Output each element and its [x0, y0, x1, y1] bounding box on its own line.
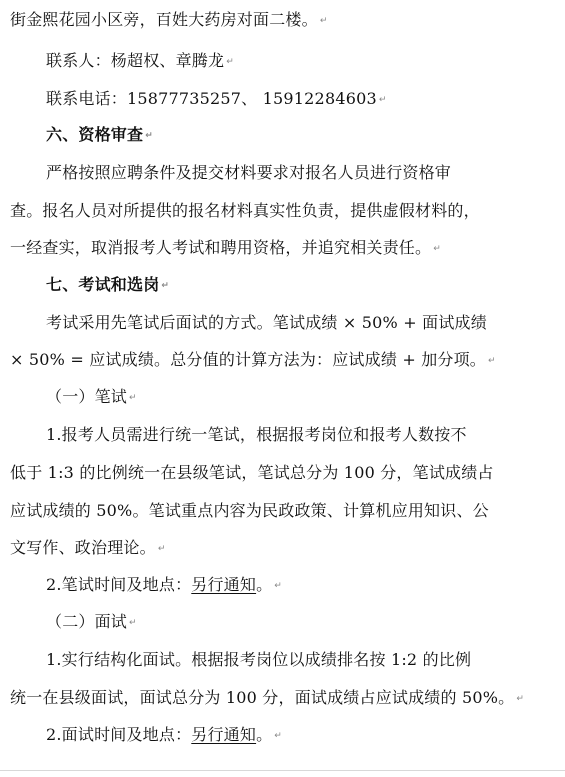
paragraph-line: 统一在县级面试，面试总分为 100 分，面试成绩占应试成绩的 50%。 ↵	[10, 683, 524, 713]
subsection-heading-written: （一）笔试 ↵	[46, 382, 137, 412]
paragraph-mark-icon: ↵	[129, 392, 137, 403]
paragraph-line: 低于 1:3 的比例统一在县级笔试，笔试总分为 100 分，笔试成绩占	[10, 463, 494, 482]
interview-time-line: 2.面试时间及地点：另行通知。 ↵	[46, 720, 282, 750]
paragraph-mark-icon: ↵	[145, 130, 153, 141]
paragraph-mark-icon: ↵	[433, 243, 441, 254]
address-line: 街金熙花园小区旁，百姓大药房对面二楼。 ↵	[10, 5, 328, 35]
paragraph-mark-icon: ↵	[319, 15, 328, 26]
paragraph-mark-icon: ↵	[378, 94, 387, 105]
paragraph-mark-icon: ↵	[226, 56, 234, 67]
paragraph-mark-icon: ↵	[161, 280, 170, 291]
paragraph-line: × 50% = 应试成绩。总分值的计算方法为：应试成绩 + 加分项。 ↵	[10, 345, 496, 375]
paragraph-mark-icon: ↵	[274, 580, 283, 591]
paragraph-mark-icon: ↵	[488, 355, 496, 366]
paragraph-line: 文写作、政治理论。 ↵	[10, 533, 166, 563]
paragraph-mark-icon: ↵	[274, 730, 283, 741]
written-exam-notice: 另行通知	[191, 575, 257, 594]
contact-phone-line: 联系电话：15877735257、 15912284603 ↵	[46, 84, 387, 114]
paragraph-mark-icon: ↵	[157, 543, 166, 554]
paragraph-line: 查。报名人员对所提供的报名材料真实性负责，提供虚假材料的，	[10, 201, 480, 220]
contact-person-line: 联系人：杨超权、章腾龙 ↵	[46, 46, 234, 76]
paragraph-mark-icon: ↵	[516, 693, 525, 704]
paragraph-mark-icon: ↵	[129, 617, 137, 628]
section-heading-exam: 七、考试和选岗 ↵	[46, 270, 169, 300]
section-heading-qualification: 六、资格审查 ↵	[46, 120, 153, 150]
paragraph-line: 考试采用先笔试后面试的方式。笔试成绩 × 50% + 面试成绩	[46, 313, 487, 332]
paragraph-line: 严格按照应聘条件及提交材料要求对报名人员进行资格审	[46, 163, 452, 182]
subsection-heading-interview: （二）面试 ↵	[46, 607, 137, 637]
page-bottom-edge	[0, 770, 565, 771]
paragraph-line: 应试成绩的 50%。笔试重点内容为民政政策、计算机应用知识、公	[10, 501, 489, 520]
paragraph-line: 1.实行结构化面试。根据报考岗位以成绩排名按 1:2 的比例	[46, 650, 472, 669]
written-exam-time-line: 2.笔试时间及地点：另行通知。 ↵	[46, 570, 282, 600]
interview-notice: 另行通知	[191, 725, 257, 744]
paragraph-line: 1.报考人员需进行统一笔试，根据报考岗位和报考人数按不	[46, 425, 467, 444]
paragraph-line: 一经查实，取消报考人考试和聘用资格，并追究相关责任。 ↵	[10, 233, 441, 263]
